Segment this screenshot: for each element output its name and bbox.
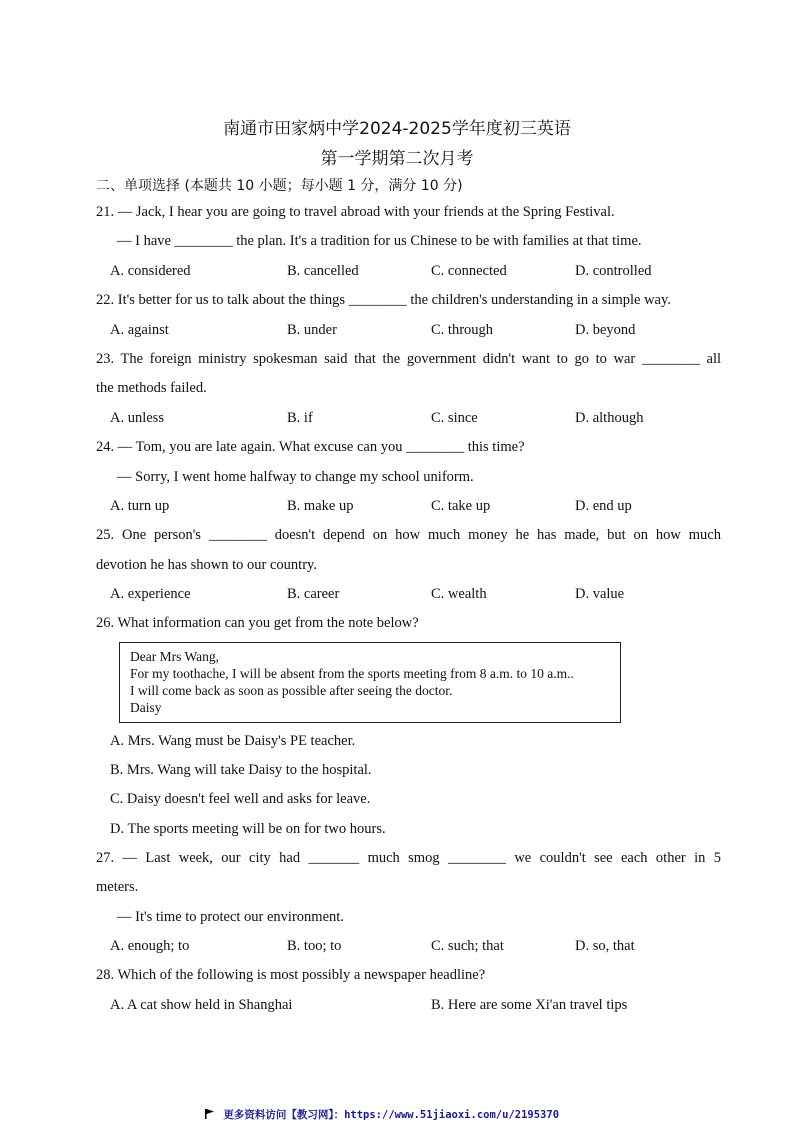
question-23-option-b: B. if: [287, 410, 313, 426]
question-27-option-c: C. such; that: [431, 938, 504, 954]
question-23-option-d: D. although: [575, 410, 644, 426]
question-25-line2: devotion he has shown to our country.: [96, 557, 317, 573]
question-24-option-c: C. take up: [431, 498, 491, 514]
note-body-line2: I will come back as soon as possible after seeing the doctor.: [130, 683, 453, 698]
question-21-line2: — I have ________ the plan. It's a tradition for us Chinese to be with families at that time.: [117, 233, 642, 249]
note-box: [119, 642, 621, 723]
question-27-line2: meters.: [96, 879, 139, 895]
question-22-option-b: B. under: [287, 322, 337, 338]
question-22-option-c: C. through: [431, 322, 494, 338]
question-26-option-a: A. Mrs. Wang must be Daisy's PE teacher.: [110, 733, 356, 749]
question-26-line1: 26. What information can you get from the note below?: [96, 615, 419, 631]
question-24-line2: — Sorry, I went home halfway to change my school uniform.: [117, 469, 474, 485]
question-21-option-d: D. controlled: [575, 263, 652, 279]
question-25-option-b: B. career: [287, 586, 340, 602]
question-24-option-a: A. turn up: [110, 498, 170, 514]
question-27-line1: 27. — Last week, our city had _______ much smog ________ we couldn't see each other in 5: [96, 850, 721, 866]
question-21-line1: 21. — Jack, I hear you are going to travel abroad with your friends at the Spring Festival.: [96, 204, 615, 220]
question-27-option-d: D. so, that: [575, 938, 635, 954]
question-24-option-d: D. end up: [575, 498, 632, 514]
question-24-line1: 24. — Tom, you are late again. What excuse can you ________ this time?: [96, 439, 525, 455]
question-27-option-b: B. too; to: [287, 938, 342, 954]
note-signature: Daisy: [130, 700, 162, 715]
footer: [205, 1107, 559, 1122]
question-26-option-c: C. Daisy doesn't feel well and asks for leave.: [110, 791, 371, 807]
question-24-option-b: B. make up: [287, 498, 354, 514]
question-21-option-a: A. considered: [110, 263, 191, 279]
question-26-option-b: B. Mrs. Wang will take Daisy to the hospital.: [110, 762, 372, 778]
section-heading: 二、单项选择 (本题共 10 小题；每小题 1 分，满分 10 分): [96, 178, 463, 194]
question-21-option-b: B. cancelled: [287, 263, 359, 279]
question-22-option-a: A. against: [110, 322, 169, 338]
question-21-option-c: C. connected: [431, 263, 507, 279]
question-28-option-a: A. A cat show held in Shanghai: [110, 997, 293, 1013]
question-27-option-a: A. enough; to: [110, 938, 190, 954]
flag-icon: [205, 1109, 220, 1121]
question-23-option-a: A. unless: [110, 410, 164, 426]
question-22-option-d: D. beyond: [575, 322, 636, 338]
note-body-line1: For my toothache, I will be absent from the sports meeting from 8 a.m. to 10 a.m..: [130, 666, 574, 681]
question-25-option-a: A. experience: [110, 586, 191, 602]
question-23-line1: 23. The foreign ministry spokesman said that the government didn't want to go to war ________ all: [96, 351, 721, 367]
exam-title-line2: 第一学期第二次月考: [320, 149, 474, 169]
footer-url[interactable]: https://www.51jiaoxi.com/u/2195370: [344, 1109, 560, 1121]
note-salutation: Dear Mrs Wang,: [130, 649, 220, 664]
question-22-line1: 22. It's better for us to talk about the things ________ the children's understanding in a simple way.: [96, 292, 671, 308]
question-27-line3: — It's time to protect our environment.: [117, 909, 344, 925]
question-25-option-d: D. value: [575, 586, 625, 602]
question-25-line1: 25. One person's ________ doesn't depend on how much money he has made, but on how much: [96, 527, 721, 543]
question-28-option-b: B. Here are some Xi'an travel tips: [431, 997, 628, 1013]
exam-title-line1: 南通市田家炳中学2024-2025学年度初三英语: [223, 119, 571, 139]
question-28-line1: 28. Which of the following is most possibly a newspaper headline?: [96, 967, 486, 983]
question-23-option-c: C. since: [431, 410, 478, 426]
question-23-line2: the methods failed.: [96, 380, 207, 396]
footer-label: 更多资料访问【教习网】：: [223, 1109, 345, 1121]
question-26-option-d: D. The sports meeting will be on for two hours.: [110, 821, 386, 837]
question-25-option-c: C. wealth: [431, 586, 487, 602]
